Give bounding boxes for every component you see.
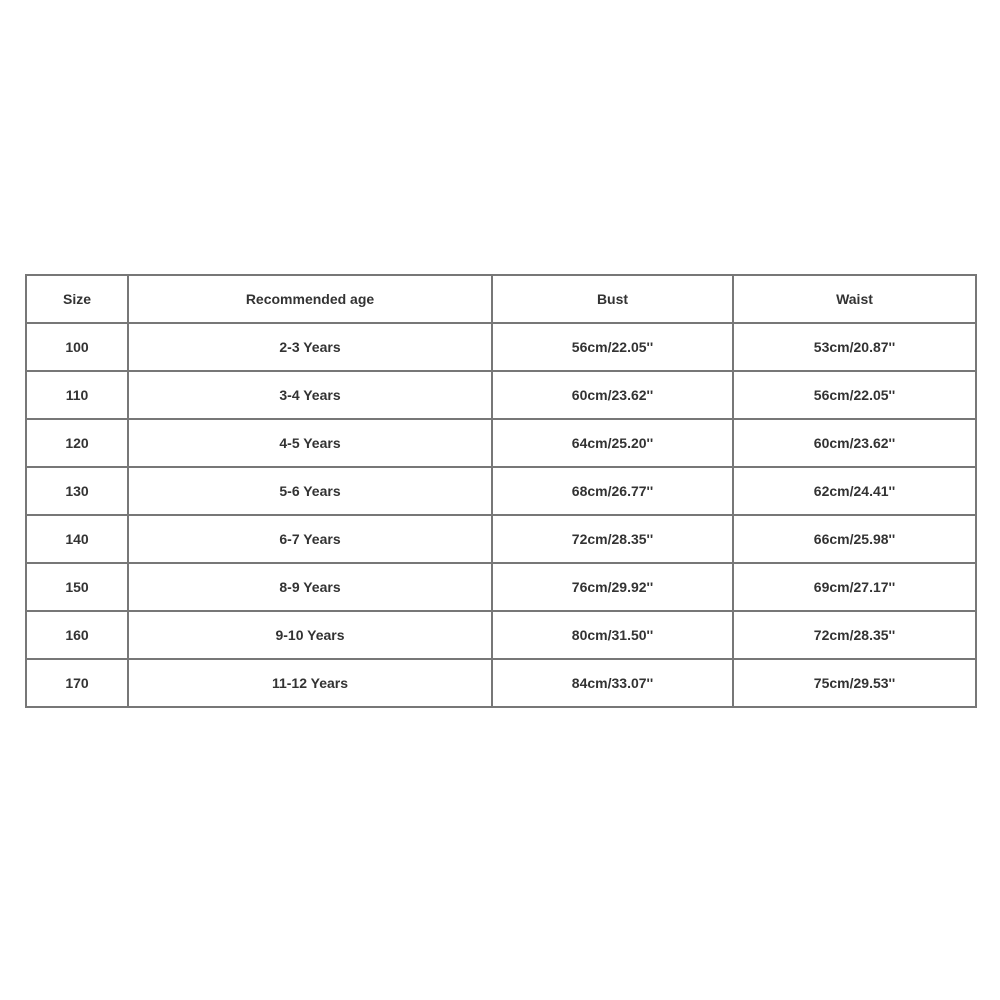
table-row <box>26 419 976 467</box>
table-row <box>26 659 976 707</box>
table-row <box>26 323 976 371</box>
cell-age: 4-5 Years <box>128 419 492 467</box>
cell-waist: 53cm/20.87'' <box>733 323 976 371</box>
cell-bust: 68cm/26.77'' <box>492 467 733 515</box>
header-bust: Bust <box>492 275 733 323</box>
table-row <box>26 611 976 659</box>
table-row <box>26 515 976 563</box>
cell-size: 130 <box>26 467 128 515</box>
cell-bust: 84cm/33.07'' <box>492 659 733 707</box>
table-header-row <box>26 275 976 323</box>
cell-age: 3-4 Years <box>128 371 492 419</box>
size-chart-table <box>25 274 977 708</box>
header-size: Size <box>26 275 128 323</box>
cell-bust: 80cm/31.50'' <box>492 611 733 659</box>
cell-bust: 60cm/23.62'' <box>492 371 733 419</box>
table-row <box>26 467 976 515</box>
cell-waist: 69cm/27.17'' <box>733 563 976 611</box>
cell-waist: 62cm/24.41'' <box>733 467 976 515</box>
cell-waist: 66cm/25.98'' <box>733 515 976 563</box>
cell-size: 120 <box>26 419 128 467</box>
cell-bust: 56cm/22.05'' <box>492 323 733 371</box>
cell-size: 160 <box>26 611 128 659</box>
cell-waist: 72cm/28.35'' <box>733 611 976 659</box>
cell-waist: 75cm/29.53'' <box>733 659 976 707</box>
cell-size: 140 <box>26 515 128 563</box>
cell-age: 11-12 Years <box>128 659 492 707</box>
cell-bust: 76cm/29.92'' <box>492 563 733 611</box>
cell-age: 6-7 Years <box>128 515 492 563</box>
header-recommended-age: Recommended age <box>128 275 492 323</box>
cell-size: 100 <box>26 323 128 371</box>
header-waist: Waist <box>733 275 976 323</box>
cell-age: 8-9 Years <box>128 563 492 611</box>
cell-waist: 60cm/23.62'' <box>733 419 976 467</box>
cell-age: 9-10 Years <box>128 611 492 659</box>
table-row <box>26 371 976 419</box>
cell-size: 170 <box>26 659 128 707</box>
cell-age: 5-6 Years <box>128 467 492 515</box>
cell-bust: 72cm/28.35'' <box>492 515 733 563</box>
cell-waist: 56cm/22.05'' <box>733 371 976 419</box>
cell-size: 150 <box>26 563 128 611</box>
cell-age: 2-3 Years <box>128 323 492 371</box>
cell-bust: 64cm/25.20'' <box>492 419 733 467</box>
cell-size: 110 <box>26 371 128 419</box>
table-row <box>26 563 976 611</box>
